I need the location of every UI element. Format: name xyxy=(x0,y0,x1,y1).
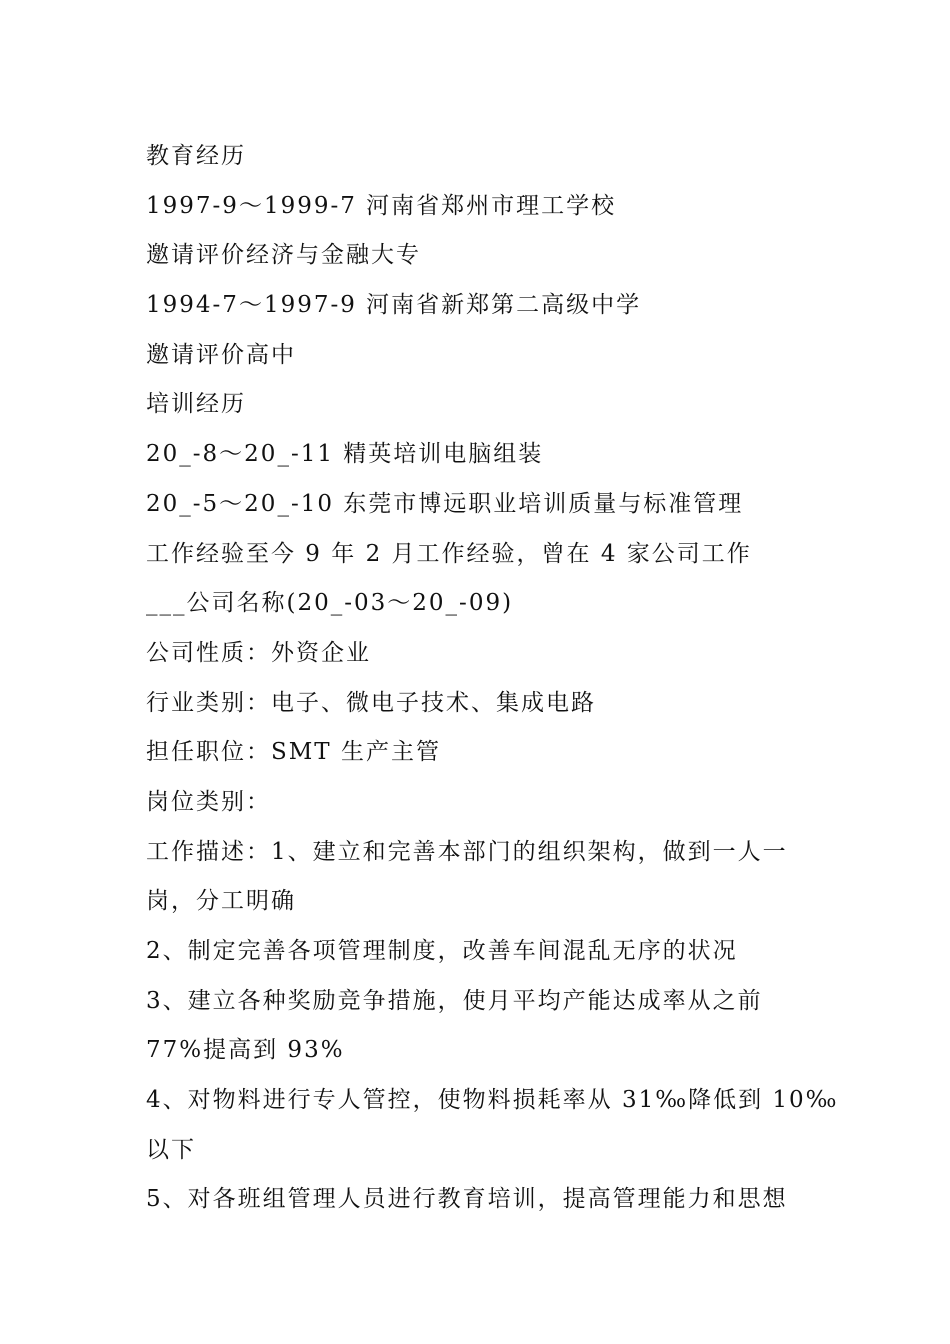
training-entry-1: 20_-8～20_-11 精英培训电脑组装 xyxy=(146,441,544,468)
section-heading-education: 教育经历 xyxy=(146,143,246,169)
job-description-item-3-cont: 77%提高到 93% xyxy=(146,1037,345,1064)
education-entry-1-detail: 邀请评价经济与金融大专 xyxy=(146,242,421,269)
section-heading-training: 培训经历 xyxy=(146,391,246,418)
education-entry-2: 1994-7～1997-9 河南省新郑第二高级中学 xyxy=(146,292,642,319)
job-description-item-5: 5、对各班组管理人员进行教育培训，提高管理能力和思想 xyxy=(146,1186,788,1213)
industry-category-line: 行业类别：电子、微电子技术、集成电路 xyxy=(146,689,596,716)
document-body xyxy=(146,132,839,1225)
job-category-line: 岗位类别： xyxy=(146,788,271,815)
training-entry-2: 20_-5～20_-10 东莞市博远职业培训质量与标准管理 xyxy=(146,490,744,517)
company-name-line: ___公司名称(20_-03～20_-09) xyxy=(146,590,514,617)
job-description-item-4: 4、对物料进行专人管控，使物料损耗率从 31‰降低到 10‰ xyxy=(146,1087,839,1114)
job-description-line-1: 工作描述：1、建立和完善本部门的组织架构，做到一人一 xyxy=(146,838,788,865)
position-line: 担任职位：SMT 生产主管 xyxy=(146,739,441,766)
education-entry-2-detail: 邀请评价高中 xyxy=(146,341,296,368)
education-entry-1: 1997-9～1999-7 河南省郑州市理工学校 xyxy=(146,192,617,219)
job-description-item-3: 3、建立各种奖励竞争措施，使月平均产能达成率从之前 xyxy=(146,987,763,1014)
company-nature-line: 公司性质：外资企业 xyxy=(146,639,371,666)
job-description-item-4-cont: 以下 xyxy=(146,1136,196,1163)
job-description-item-2: 2、制定完善各项管理制度，改善车间混乱无序的状况 xyxy=(146,938,738,964)
job-description-line-2: 岗，分工明确 xyxy=(146,888,296,915)
work-experience-summary: 工作经验至今 9 年 2 月工作经验，曾在 4 家公司工作 xyxy=(146,540,752,567)
